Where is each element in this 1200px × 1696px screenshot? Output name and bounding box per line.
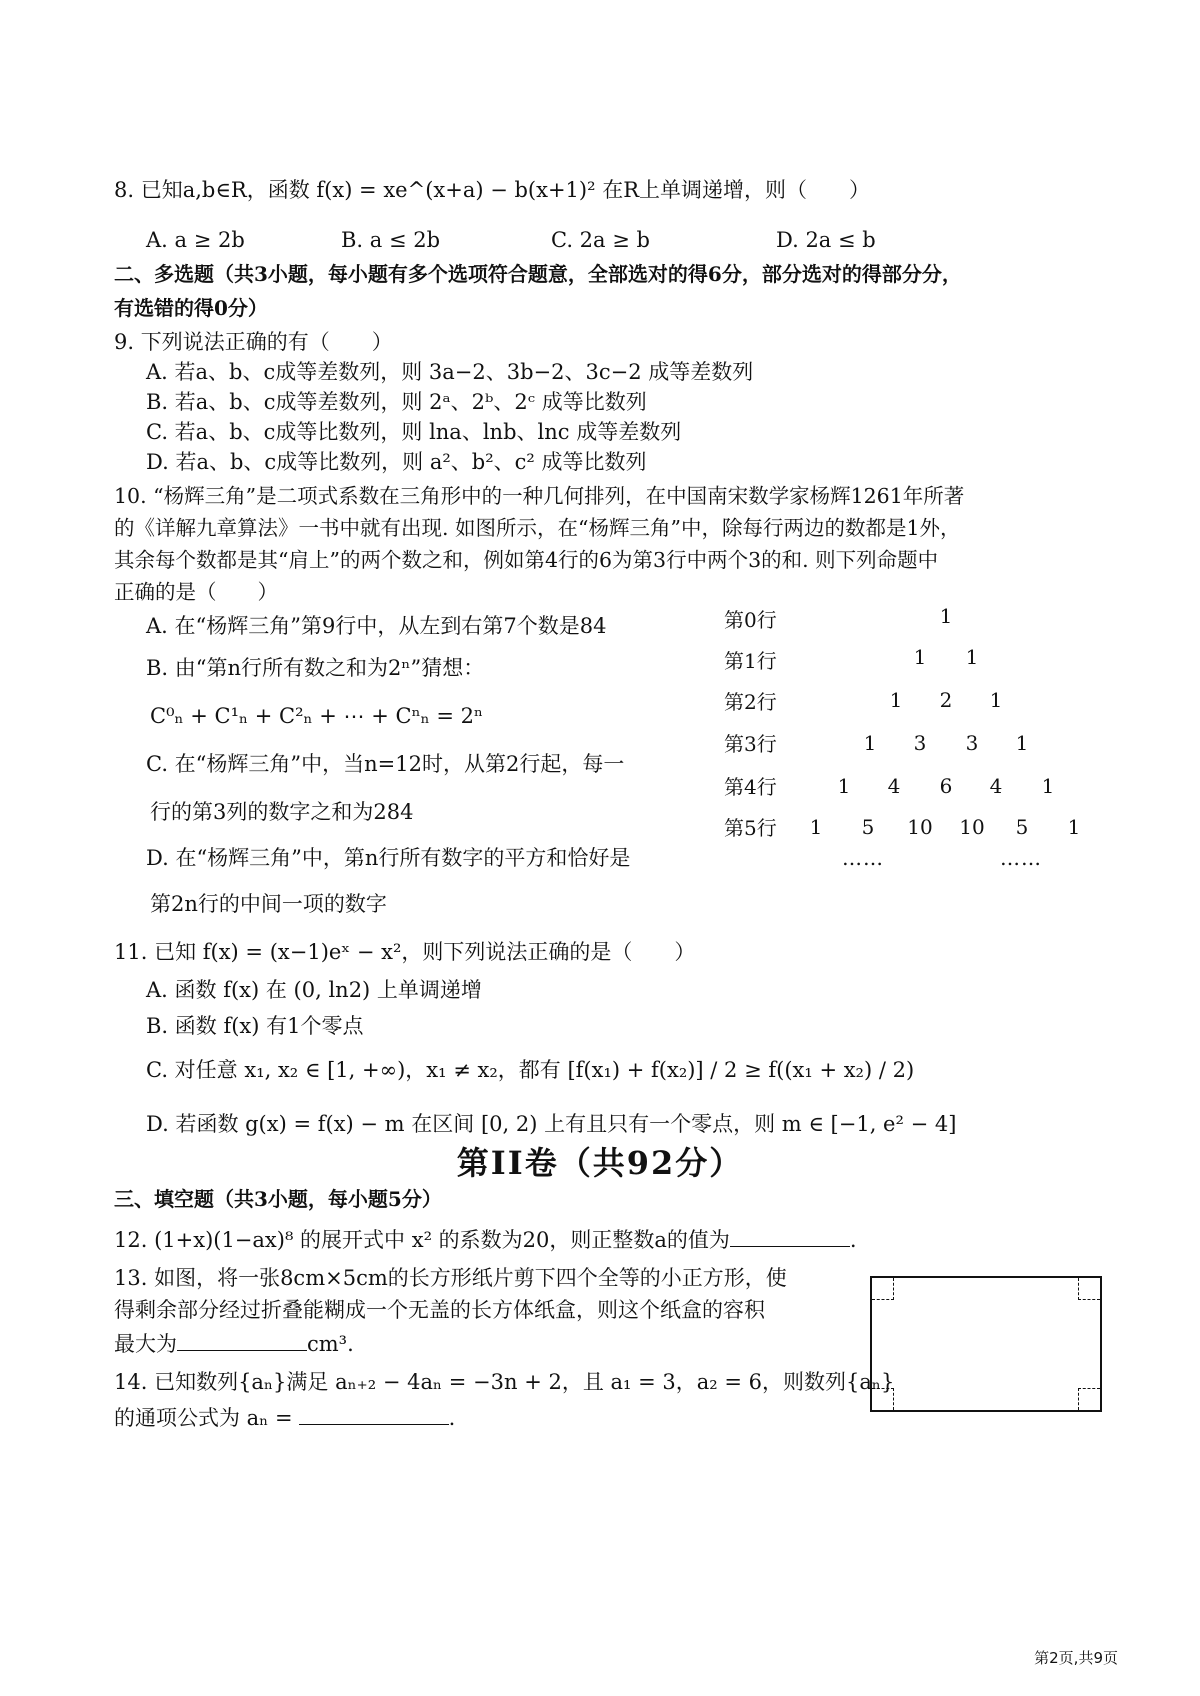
cut-square-corner <box>872 1278 894 1300</box>
q11-option-b: B. 函数 f(x) 有1个零点 <box>146 1014 364 1038</box>
q12-end: . <box>849 1228 857 1252</box>
q14-answer-blank[interactable] <box>299 1404 449 1425</box>
part2-title: 第II卷（共92分） <box>456 1144 744 1182</box>
q11-option-d: D. 若函数 g(x) = f(x) − m 在区间 [0, 2) 上有且只有一个零点，则 m ∈ [−1, e² − 4] <box>146 1112 957 1136</box>
q13-answer-blank[interactable] <box>177 1330 307 1351</box>
cut-square-corner <box>1078 1388 1100 1410</box>
page-number: 第2页,共9页 <box>1034 1649 1118 1667</box>
q10-stem-line2: 的《详解九章算法》一书中就有出现. 如图所示，在“杨辉三角”中，除每行两边的数都是1外， <box>114 516 961 540</box>
q8-option-a: A. a ≥ 2b <box>146 228 245 252</box>
triangle-row-label: 第2行 <box>724 690 777 714</box>
q13-unit: cm³. <box>307 1332 354 1356</box>
triangle-ellipsis: …… <box>1000 846 1042 870</box>
q9-option-a: A. 若a、b、c成等差数列，则 3a−2、3b−2、3c−2 成等差数列 <box>146 360 754 384</box>
triangle-number: 1 <box>809 815 823 839</box>
q13-prefix: 最大为 <box>114 1332 177 1356</box>
triangle-number: 4 <box>887 774 901 798</box>
triangle-number: 3 <box>913 731 927 755</box>
q9-option-b: B. 若a、b、c成等差数列，则 2ᵃ、2ᵇ、2ᶜ 成等比数列 <box>146 390 647 414</box>
q10-stem-line1: 10. “杨辉三角”是二项式系数在三角形中的一种几何排列，在中国南宋数学家杨辉1261年所著 <box>114 484 965 508</box>
q11-stem: 11. 已知 f(x) = (x−1)eˣ − x²，则下列说法正确的是（ ） <box>114 940 696 964</box>
triangle-number: 10 <box>907 815 933 839</box>
triangle-number: 1 <box>1041 774 1055 798</box>
triangle-number: 5 <box>861 815 875 839</box>
q10-option-c-line2: 行的第3列的数字之和为284 <box>150 800 414 824</box>
q14-prefix: 的通项公式为 aₙ = <box>114 1406 293 1430</box>
paper-rectangle-figure <box>870 1276 1102 1412</box>
triangle-number: 1 <box>837 774 851 798</box>
q8-stem: 8. 已知a,b∈R，函数 f(x) = xe^(x+a) − b(x+1)² 在R上单调递增，则（ ） <box>114 178 871 202</box>
q10-stem-line3: 其余每个数都是其“肩上”的两个数之和，例如第4行的6为第3行中两个3的和. 则下列命题中 <box>114 548 939 572</box>
triangle-row-label: 第3行 <box>724 732 777 756</box>
q8-option-d: D. 2a ≤ b <box>776 228 876 252</box>
triangle-row-label: 第4行 <box>724 775 777 799</box>
triangle-number: 1 <box>863 731 877 755</box>
q14-end: . <box>448 1406 456 1430</box>
q12-line <box>114 1226 857 1253</box>
triangle-number: 3 <box>965 731 979 755</box>
triangle-number: 6 <box>939 774 953 798</box>
triangle-row-label: 第5行 <box>724 816 777 840</box>
q10-option-d-line1: D. 在“杨辉三角”中，第n行所有数字的平方和恰好是 <box>146 846 631 870</box>
q10-stem-line4: 正确的是（ ） <box>114 580 278 604</box>
section2-heading-line1: 二、多选题（共3小题，每小题有多个选项符合题意，全部选对的得6分，部分选对的得部分分， <box>114 262 962 286</box>
triangle-number: 5 <box>1015 815 1029 839</box>
cut-square-corner <box>1078 1278 1100 1300</box>
triangle-row-label: 第1行 <box>724 649 777 673</box>
triangle-number: 1 <box>939 604 953 628</box>
q10-option-b-formula: C⁰ₙ + C¹ₙ + C²ₙ + ⋯ + Cⁿₙ = 2ⁿ <box>150 704 484 728</box>
q9-stem: 9. 下列说法正确的有（ ） <box>114 330 393 354</box>
q10-option-b: B. 由“第n行所有数之和为2ⁿ”猜想： <box>146 656 485 680</box>
triangle-number: 1 <box>889 688 903 712</box>
q12-answer-blank[interactable] <box>730 1226 850 1247</box>
q14-line1: 14. 已知数列{aₙ}满足 aₙ₊₂ − 4aₙ = −3n + 2，且 a₁ = 3，a₂ = 6，则数列{aₙ} <box>114 1370 895 1394</box>
q13-line3 <box>114 1330 354 1357</box>
q11-option-c: C. 对任意 x₁, x₂ ∈ [1, +∞)，x₁ ≠ x₂，都有 [f(x₁) + f(x₂)] / 2 ≥ f((x₁ + x₂) / 2) <box>146 1058 915 1082</box>
triangle-number: 2 <box>939 688 953 712</box>
triangle-number: 10 <box>959 815 985 839</box>
q9-option-d: D. 若a、b、c成等比数列，则 a²、b²、c² 成等比数列 <box>146 450 647 474</box>
section3-heading: 三、填空题（共3小题，每小题5分） <box>114 1187 442 1211</box>
q8-option-b: B. a ≤ 2b <box>341 228 441 252</box>
triangle-number: 1 <box>989 688 1003 712</box>
q13-line2: 得剩余部分经过折叠能糊成一个无盖的长方体纸盒，则这个纸盒的容积 <box>114 1298 765 1322</box>
triangle-number: 1 <box>1067 815 1081 839</box>
triangle-ellipsis: …… <box>842 846 884 870</box>
q10-option-d-line2: 第2n行的中间一项的数字 <box>150 892 387 916</box>
q13-line1: 13. 如图，将一张8cm×5cm的长方形纸片剪下四个全等的小正方形，使 <box>114 1266 787 1290</box>
q10-option-c-line1: C. 在“杨辉三角”中，当n=12时，从第2行起，每一 <box>146 752 625 776</box>
triangle-row-label: 第0行 <box>724 608 777 632</box>
q9-option-c: C. 若a、b、c成等比数列，则 lna、lnb、lnc 成等差数列 <box>146 420 682 444</box>
triangle-number: 1 <box>965 645 979 669</box>
q11-option-a: A. 函数 f(x) 在 (0, ln2) 上单调递增 <box>146 978 482 1002</box>
q14-line2 <box>114 1404 455 1431</box>
section2-heading-line2: 有选错的得0分） <box>114 296 268 320</box>
triangle-number: 1 <box>1015 731 1029 755</box>
triangle-number: 1 <box>913 645 927 669</box>
q12-text: 12. (1+x)(1−ax)⁸ 的展开式中 x² 的系数为20，则正整数a的值为 <box>114 1228 730 1252</box>
q8-option-c: C. 2a ≥ b <box>551 228 650 252</box>
triangle-number: 4 <box>989 774 1003 798</box>
q10-option-a: A. 在“杨辉三角”第9行中，从左到右第7个数是84 <box>146 614 607 638</box>
